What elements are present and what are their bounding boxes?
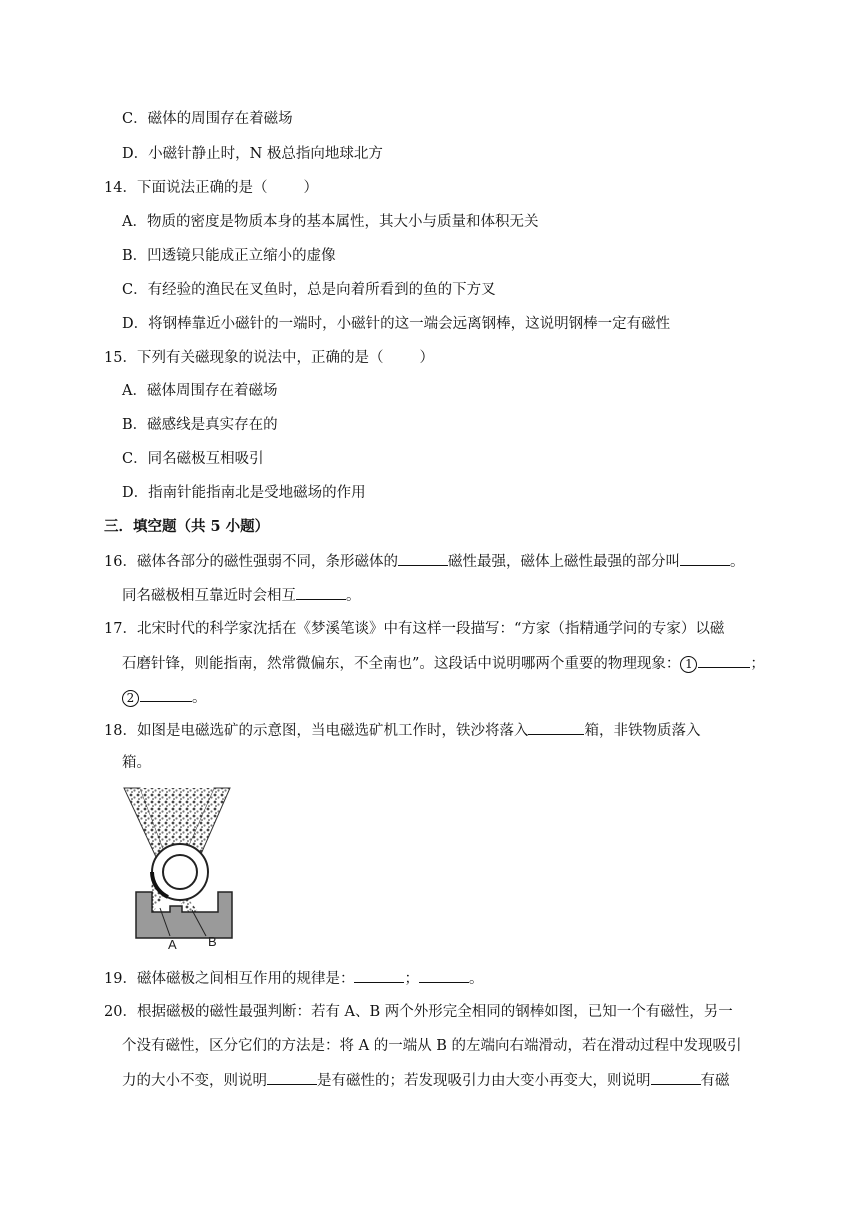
drum-core	[163, 855, 197, 889]
q15-option-a: A．磁体周围存在着磁场	[122, 383, 278, 399]
question-text: 。	[468, 971, 484, 987]
question-text: 。	[192, 690, 207, 706]
q14-option-b: B．凹透镜只能成正立缩小的虚像	[122, 248, 336, 264]
question-number: 20．	[104, 1004, 137, 1020]
magnetic-separator-figure	[122, 786, 242, 952]
answer-blank[interactable]	[680, 551, 730, 566]
q15-option-d: D．指南针能指南北是受地磁场的作用	[122, 485, 366, 501]
question-text: 如图是电磁选矿的示意图，当电磁选矿机工作时，铁沙将落入	[136, 723, 529, 739]
question-18	[104, 720, 700, 741]
question-17-line2	[122, 653, 765, 674]
circled-number-2: 2	[122, 690, 139, 707]
separator: ；	[750, 656, 765, 672]
question-text: 是有磁性的；若发现吸引力由大变小再变大，则说明	[317, 1073, 651, 1089]
question-text: 。	[729, 554, 745, 570]
q13-option-c: C．磁体的周围存在着磁场	[122, 111, 293, 127]
q15-option-b: B．磁感线是真实存在的	[122, 417, 278, 433]
label-a: A	[168, 937, 177, 952]
question-19	[104, 968, 483, 989]
question-text: 有磁	[700, 1073, 730, 1089]
q15-option-c: C．同名磁极互相吸引	[122, 451, 264, 467]
separator: ；	[404, 971, 419, 987]
question-text: 石磨针锋，则能指南，然常微偏东，不全南也”。这段话中说明哪两个重要的物理现象：	[122, 656, 681, 672]
q14-option-c: C．有经验的渔民在叉鱼时，总是向着所看到的鱼的下方叉	[122, 282, 496, 298]
section-heading: 三．填空题（共 5 小题）	[104, 518, 270, 535]
answer-blank[interactable]	[267, 1070, 317, 1085]
question-text: 同名磁极相互靠近时会相互	[122, 588, 296, 604]
answer-blank[interactable]	[419, 968, 469, 983]
circled-number-1: 1	[680, 656, 697, 673]
question-text: 箱，非铁物质落入	[584, 723, 701, 739]
question-stem: 下面说法正确的是（	[136, 180, 268, 196]
question-close-paren: ）	[303, 180, 318, 196]
question-14	[104, 178, 318, 198]
question-number: 19．	[104, 971, 137, 987]
answer-blank[interactable]	[698, 653, 750, 668]
q14-option-a: A．物质的密度是物质本身的基本属性，其大小与质量和体积无关	[122, 214, 539, 230]
question-18-line2: 箱。	[122, 755, 151, 771]
question-text: 磁性最强，磁体上磁性最强的部分叫	[447, 554, 680, 570]
question-text: 根据磁极的磁性最强判断：若有 A、B 两个外形完全相同的钢棒如图，已知一个有磁性，另一	[136, 1004, 733, 1020]
q13-option-d: D．小磁针静止时，N 极总指向地球北方	[122, 146, 383, 162]
question-20-line3	[122, 1070, 730, 1091]
question-number: 15．	[104, 350, 137, 366]
question-text: 。	[346, 588, 361, 604]
question-text: 磁体磁极之间相互作用的规律是：	[136, 971, 355, 987]
question-number: 17．	[104, 621, 137, 637]
question-16-line2	[122, 585, 361, 606]
question-17-line3	[122, 687, 207, 708]
question-20	[104, 1002, 733, 1022]
label-b: B	[208, 934, 217, 949]
question-close-paren: ）	[419, 350, 434, 366]
question-text: 磁体各部分的磁性强弱不同，条形磁体的	[136, 554, 398, 570]
question-text: 力的大小不变，则说明	[122, 1073, 267, 1089]
question-stem: 下列有关磁现象的说法中，正确的是（	[136, 350, 384, 366]
answer-blank[interactable]	[398, 551, 448, 566]
answer-blank[interactable]	[140, 687, 192, 702]
question-number: 18．	[104, 723, 137, 739]
question-number: 14．	[104, 180, 137, 196]
question-16	[104, 551, 744, 572]
question-text: 北宋时代的科学家沈括在《梦溪笔谈》中有这样一段描写：“方家（指精通学问的专家）以磁	[136, 621, 725, 637]
answer-blank[interactable]	[651, 1070, 701, 1085]
q14-option-d: D．将钢棒靠近小磁针的一端时，小磁针的这一端会远离钢棒，这说明钢棒一定有磁性	[122, 316, 671, 332]
question-20-line2: 个没有磁性，区分它们的方法是：将 A 的一端从 B 的左端向右端滑动，若在滑动过程中发现吸引	[122, 1038, 742, 1054]
question-15	[104, 348, 434, 368]
answer-blank[interactable]	[296, 585, 346, 600]
question-17	[104, 619, 724, 639]
question-number: 16．	[104, 554, 137, 570]
answer-blank[interactable]	[354, 968, 404, 983]
answer-blank[interactable]	[528, 720, 584, 735]
